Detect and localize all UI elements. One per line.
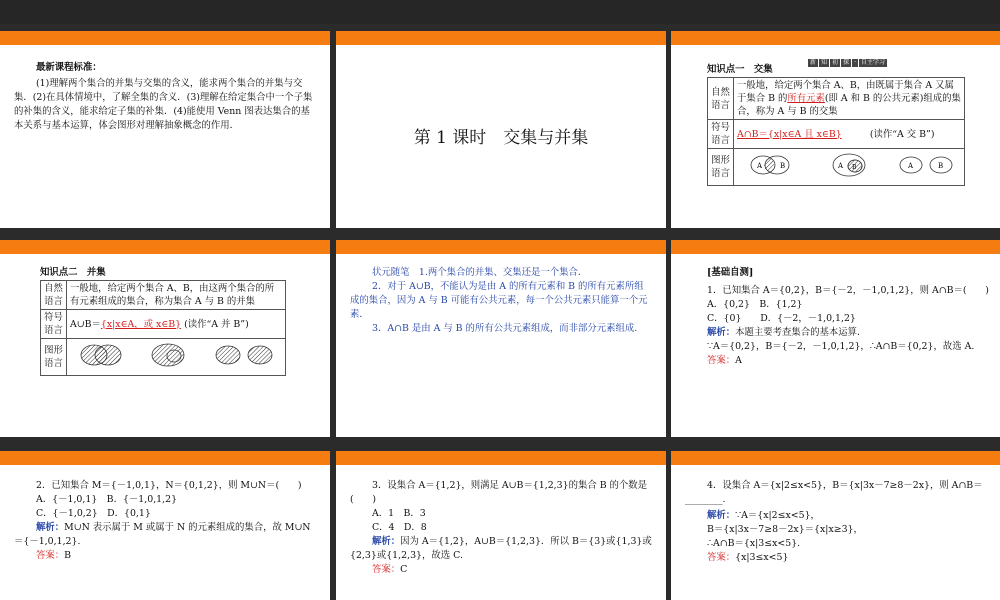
intersection-table xyxy=(707,77,965,186)
question-1: 1．已知集合 A＝{0,2}，B＝{－2，－1,0,1,2}，则 A∩B＝( ) xyxy=(707,285,989,296)
venn-diagram-cell xyxy=(734,149,965,186)
question-2-options-ab: A．{－1,0,1} B．{－1,0,1,2} xyxy=(36,494,178,505)
top-toolbar xyxy=(0,0,1000,24)
venn-diagram-cell xyxy=(67,339,286,376)
question-3-answer: 答案：C xyxy=(372,564,408,575)
study-note-1: 状元随笔 1.两个集合的并集、交集还是一个集合． xyxy=(372,267,588,278)
slide1-body: (1)理解两个集合的并集与交集的含义，能求两个集合的并集与交集．(2)在具体情境中，了解全集的含义．(3)理解在给定集合中一个子集的补集的含义，能求给定子集的补集．(4)能使用 Venn 图表达集合的基本关系与基本运算，体会图形对理解抽象概念的作用． xyxy=(14,78,313,131)
question-3: 3．设集合 A＝{1,2}，则满足 A∪B＝{1,2,3}的集合 B 的个数是( ) xyxy=(350,480,648,505)
slide3-section-title: 知识点一 交集 xyxy=(707,64,773,75)
row-label: 自然语言 xyxy=(708,78,734,120)
svg-text:A: A xyxy=(838,162,844,170)
slide-4[interactable] xyxy=(0,240,330,437)
slide-6[interactable] xyxy=(671,240,1000,437)
natural-language-cell: 一般地，给定两个集合 A、B，由既属于集合 A 又属于集合 B 的所有元素(即 A 和 B 的公共元素)组成的集合，称为 A 与 B 的交集 xyxy=(734,78,965,120)
slide-3[interactable] xyxy=(671,31,1000,228)
question-1-analysis: 解析：本题主要考查集合的基本运算． xyxy=(707,327,867,338)
union-table xyxy=(40,280,286,376)
question-3-options-ab: A．1 B．3 xyxy=(372,508,426,519)
symbol-language-cell: A∪B＝{x|x∈A，或 x∈B} (读作“A 并 B”) xyxy=(67,310,286,339)
question-3-options-cd: C．4 D．8 xyxy=(372,522,427,533)
question-2-answer: 答案：B xyxy=(36,550,72,561)
question-2-options-cd: C．{－1,0,2} D．{0,1} xyxy=(36,508,151,519)
slide-header-stripe xyxy=(0,31,330,45)
row-separator xyxy=(0,437,1000,447)
slide4-section-title: 知识点二 并集 xyxy=(40,267,106,278)
slide-7[interactable] xyxy=(0,451,330,600)
svg-text:A: A xyxy=(908,162,914,170)
slide-header-stripe xyxy=(671,31,1000,45)
slide-8[interactable] xyxy=(336,451,666,600)
section-tag: 新 xyxy=(810,59,817,66)
study-note-2: 2．对于 A∪B，不能认为是由 A 的所有元素和 B 的所有元素所组成的集合，因为 A 与 B 可能有公共元素，每一个公共元素只能算一个元素． xyxy=(350,281,648,320)
question-4: 4．设集合 A＝{x|2≤x<5}，B＝{x|3x－7≥8－2x}，则 A∩B＝________. xyxy=(685,480,983,505)
venn-label-b: B xyxy=(780,162,786,170)
union-venn xyxy=(70,340,282,370)
slide-header-stripe xyxy=(0,451,330,465)
intersection-venn xyxy=(737,150,961,180)
slide-9[interactable] xyxy=(671,451,1000,600)
row-label: 图形语言 xyxy=(708,149,734,186)
row-label: 图形语言 xyxy=(41,339,67,376)
question-1-options-ab: A．{0,2} B．{1,2} xyxy=(707,299,803,310)
row-label: 自然语言 xyxy=(41,281,67,310)
slide-header-stripe xyxy=(336,451,666,465)
slide-header-stripe xyxy=(336,31,666,45)
slide-2[interactable] xyxy=(336,31,666,228)
row-separator xyxy=(0,228,1000,236)
section-tag: 知 xyxy=(821,59,828,66)
slide6-heading: [基础自测] xyxy=(707,267,754,278)
slide-header-stripe xyxy=(671,451,1000,465)
section-tag: 初 xyxy=(832,59,839,66)
question-2: 2．已知集合 M＝{－1,0,1}，N＝{0,1,2}，则 M∪N＝( ) xyxy=(36,480,302,491)
venn-label-a: A xyxy=(757,162,763,170)
question-4-analysis-3: ∴A∩B＝{x|3≤x<5}. xyxy=(707,538,801,549)
question-1-analysis-2: ∵A＝{0,2}，B＝{－2，－1,0,1,2}，∴A∩B＝{0,2}，故选 A. xyxy=(707,341,975,352)
slide-header-stripe xyxy=(671,240,1000,254)
section-tag: 探 xyxy=(843,59,850,66)
study-note-3: 3．A∩B 是由 A 与 B 的所有公共元素组成，而非部分元素组成． xyxy=(372,323,644,334)
section-tag: · xyxy=(854,59,856,66)
section-tag-bar xyxy=(707,49,1000,66)
question-1-options-cd: C．{0} D．{－2，－1,0,1,2} xyxy=(707,313,856,324)
row-label: 符号语言 xyxy=(41,310,67,339)
slide1-heading: 最新课程标准： xyxy=(36,62,102,73)
row-label: 符号语言 xyxy=(708,120,734,149)
question-2-analysis: 解析：M∪N 表示属于 M 或属于 N 的元素组成的集合，故 M∪N＝{－1,0,1,2}. xyxy=(14,522,311,547)
slide-header-stripe xyxy=(336,240,666,254)
slide-header-stripe xyxy=(0,240,330,254)
slide2-title: 第 1 课时 交集与并集 xyxy=(413,128,589,148)
question-4-analysis: 解析：∵A＝{x|2≤x<5}， xyxy=(707,510,820,521)
slide-1[interactable] xyxy=(0,31,330,228)
question-3-analysis: 解析：因为 A＝{1,2}，A∪B＝{1,2,3}．所以 B＝{3}或{1,3}或{2,3}或{1,2,3}，故选 C. xyxy=(350,536,652,561)
slide-5[interactable] xyxy=(336,240,666,437)
question-4-analysis-2: B＝{x|3x－7≥8－2x}＝{x|x≥3}， xyxy=(707,524,863,535)
svg-text:B: B xyxy=(938,162,944,170)
question-1-answer: 答案：A xyxy=(707,355,742,366)
natural-language-cell: 一般地，给定两个集合 A、B，由这两个集合的所有元素组成的集合，称为集合 A 与 B 的并集 xyxy=(67,281,286,310)
symbol-language-cell: A∩B＝{x|x∈A 且 x∈B} (读作“A 交 B”) xyxy=(734,120,965,149)
section-tag: 自主学习 xyxy=(860,59,885,66)
question-4-answer: 答案：{x|3≤x<5} xyxy=(707,552,789,563)
svg-text:B: B xyxy=(852,164,857,171)
